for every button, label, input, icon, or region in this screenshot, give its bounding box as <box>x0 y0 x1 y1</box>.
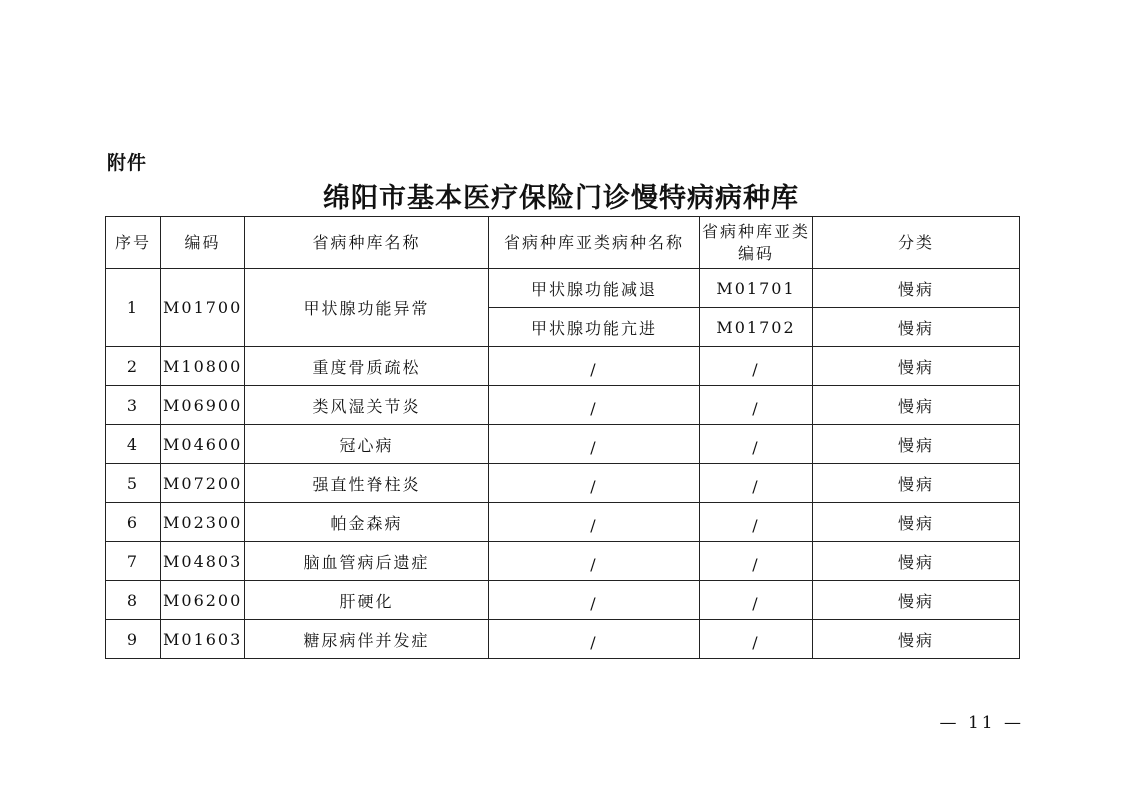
disease-catalog-table <box>105 216 1020 659</box>
cell-disease-name: 糖尿病伴并发症 <box>245 620 489 659</box>
cell-serial-number: 9 <box>106 620 161 659</box>
cell-category: 慢病 <box>813 620 1020 659</box>
cell-serial-number: 4 <box>106 425 161 464</box>
slash-mark: / <box>752 593 760 613</box>
cell-subtype-name <box>489 620 700 659</box>
cell-category: 慢病 <box>813 308 1020 347</box>
cell-serial-number: 5 <box>106 464 161 503</box>
cell-code: M07200 <box>161 464 245 503</box>
cell-subtype-name <box>489 542 700 581</box>
cell-category: 慢病 <box>813 581 1020 620</box>
cell-category: 慢病 <box>813 386 1020 425</box>
cell-serial-number: 1 <box>106 269 161 347</box>
slash-mark: / <box>752 476 760 496</box>
cell-subtype-name: 甲状腺功能减退 <box>489 269 700 308</box>
cell-disease-name: 肝硬化 <box>245 581 489 620</box>
cell-category: 慢病 <box>813 542 1020 581</box>
table-row <box>106 464 1020 503</box>
cell-subtype-code <box>700 503 813 542</box>
slash-mark: / <box>752 515 760 535</box>
cell-code: M04803 <box>161 542 245 581</box>
table-header-row <box>106 217 1020 269</box>
cell-category: 慢病 <box>813 503 1020 542</box>
slash-mark: / <box>590 359 598 379</box>
slash-mark: / <box>752 437 760 457</box>
header-subtype-code: 省病种库亚类编码 <box>700 217 813 269</box>
slash-mark: / <box>590 593 598 613</box>
cell-subtype-name <box>489 581 700 620</box>
table-row <box>106 425 1020 464</box>
cell-code: M10800 <box>161 347 245 386</box>
cell-subtype-code <box>700 386 813 425</box>
cell-disease-name: 脑血管病后遗症 <box>245 542 489 581</box>
cell-category: 慢病 <box>813 347 1020 386</box>
table-row <box>106 386 1020 425</box>
cell-disease-name: 帕金森病 <box>245 503 489 542</box>
cell-subtype-code: M01701 <box>700 269 813 308</box>
cell-subtype-name <box>489 464 700 503</box>
header-code: 编码 <box>161 217 245 269</box>
slash-mark: / <box>752 554 760 574</box>
table-row <box>106 581 1020 620</box>
slash-mark: / <box>590 398 598 418</box>
table-row <box>106 503 1020 542</box>
cell-disease-name: 重度骨质疏松 <box>245 347 489 386</box>
cell-serial-number: 2 <box>106 347 161 386</box>
cell-subtype-code <box>700 620 813 659</box>
slash-mark: / <box>590 554 598 574</box>
cell-subtype-code <box>700 464 813 503</box>
cell-subtype-code: M01702 <box>700 308 813 347</box>
cell-subtype-name <box>489 347 700 386</box>
cell-disease-name: 强直性脊柱炎 <box>245 464 489 503</box>
slash-mark: / <box>752 359 760 379</box>
table-row <box>106 542 1020 581</box>
cell-code: M01700 <box>161 269 245 347</box>
slash-mark: / <box>590 437 598 457</box>
header-disease-name: 省病种库名称 <box>245 217 489 269</box>
cell-category: 慢病 <box>813 464 1020 503</box>
cell-subtype-code <box>700 425 813 464</box>
table-row <box>106 347 1020 386</box>
cell-disease-name: 冠心病 <box>245 425 489 464</box>
header-serial-number: 序号 <box>106 217 161 269</box>
document-title: 绵阳市基本医疗保险门诊慢特病病种库 <box>323 183 799 214</box>
attachment-label: 附件 <box>107 152 148 174</box>
cell-code: M02300 <box>161 503 245 542</box>
slash-mark: / <box>752 632 760 652</box>
cell-disease-name: 类风湿关节炎 <box>245 386 489 425</box>
cell-code: M06200 <box>161 581 245 620</box>
cell-serial-number: 6 <box>106 503 161 542</box>
cell-disease-name: 甲状腺功能异常 <box>245 269 489 347</box>
cell-subtype-name <box>489 503 700 542</box>
cell-serial-number: 8 <box>106 581 161 620</box>
header-subtype-name: 省病种库亚类病种名称 <box>489 217 700 269</box>
cell-serial-number: 3 <box>106 386 161 425</box>
header-category: 分类 <box>813 217 1020 269</box>
cell-subtype-code <box>700 581 813 620</box>
slash-mark: / <box>590 632 598 652</box>
cell-serial-number: 7 <box>106 542 161 581</box>
cell-subtype-name <box>489 386 700 425</box>
cell-category: 慢病 <box>813 269 1020 308</box>
slash-mark: / <box>752 398 760 418</box>
page-number: — 11 — <box>939 713 1024 733</box>
slash-mark: / <box>590 515 598 535</box>
cell-subtype-code <box>700 347 813 386</box>
cell-code: M06900 <box>161 386 245 425</box>
table-row <box>106 620 1020 659</box>
cell-subtype-name: 甲状腺功能亢进 <box>489 308 700 347</box>
cell-category: 慢病 <box>813 425 1020 464</box>
cell-code: M01603 <box>161 620 245 659</box>
table-row <box>106 269 1020 308</box>
cell-code: M04600 <box>161 425 245 464</box>
slash-mark: / <box>590 476 598 496</box>
cell-subtype-code <box>700 542 813 581</box>
cell-subtype-name <box>489 425 700 464</box>
